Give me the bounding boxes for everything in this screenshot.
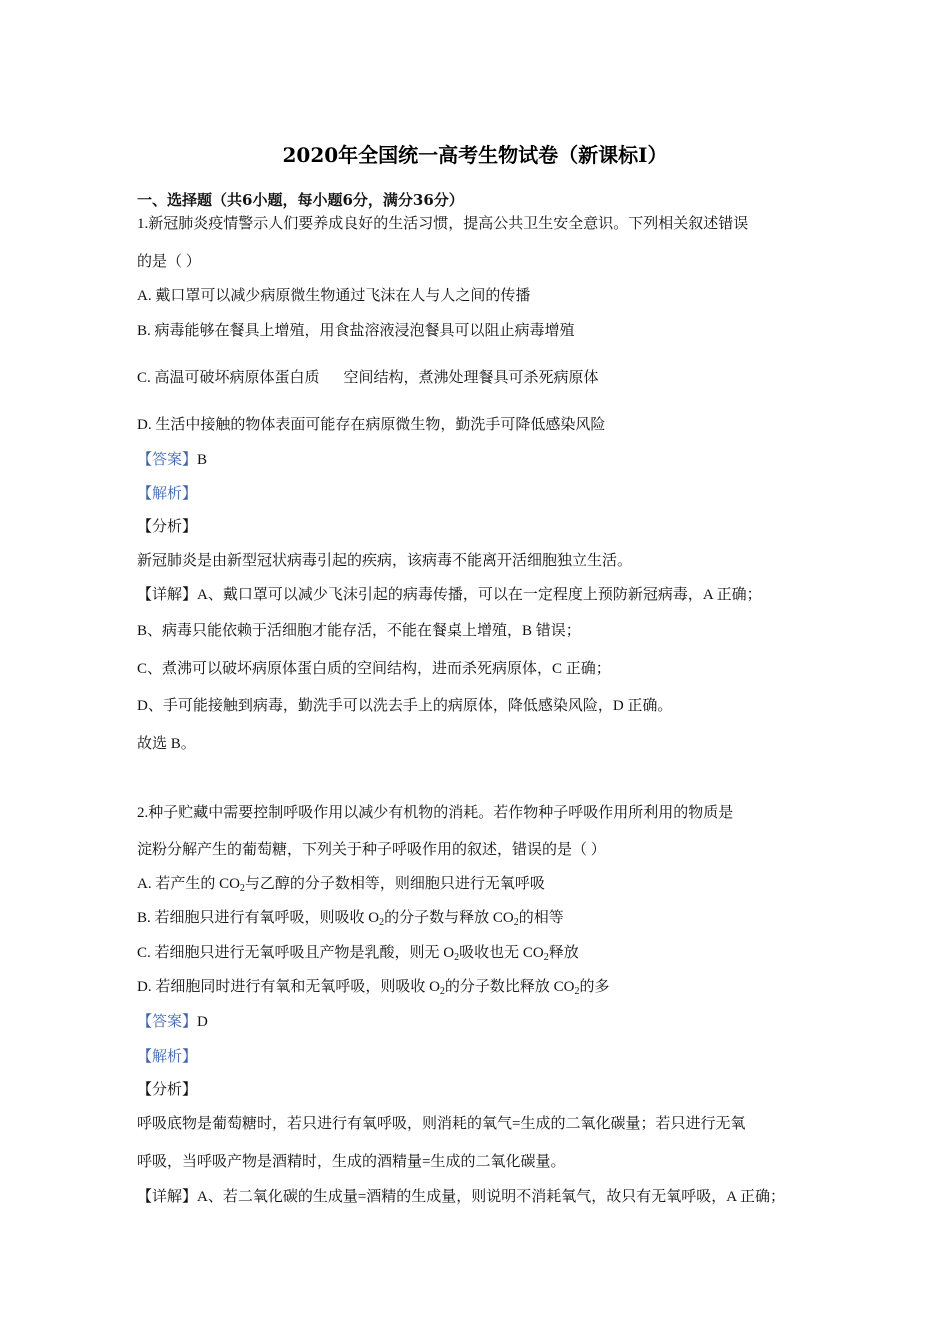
q2-option-d-sub1: 2 bbox=[439, 986, 445, 997]
q2-detail-line1: 【详解】A、若二氧化碳的生成量=酒精的生成量，则说明不消耗氧气，故只有无氧呼吸，A 正确； bbox=[137, 1189, 786, 1205]
q1-answer-label: 【答案】 bbox=[137, 452, 198, 468]
q2-option-a-text2: 与乙醇的分子数相等，则细胞只进行无氧呼吸 bbox=[244, 876, 545, 892]
q2-option-a bbox=[137, 874, 545, 894]
q1-fenxi-text: 新冠肺炎是由新型冠状病毒引起的疾病，该病毒不能离开活细胞独立生活。 bbox=[137, 553, 633, 569]
q2-stem-line2: 淀粉分解产生的葡萄糖，下列关于种子呼吸作用的叙述，错误的是（ ） bbox=[137, 842, 606, 858]
q2-answer bbox=[137, 1012, 208, 1032]
q2-option-d bbox=[137, 977, 610, 997]
q2-option-b-text3: 的相等 bbox=[518, 910, 564, 926]
q2-option-c-text3: 释放 bbox=[548, 945, 579, 961]
q2-option-d-text3: 的多 bbox=[579, 979, 610, 995]
q1-option-d: D. 生活中接触的物体表面可能存在病原微生物，勤洗手可降低感染风险 bbox=[137, 417, 606, 433]
q1-conclusion: 故选 B。 bbox=[137, 736, 196, 752]
q1-answer bbox=[137, 450, 207, 470]
q1-option-c bbox=[137, 368, 599, 388]
q2-fenxi-line2: 呼吸，当呼吸产物是酒精时，生成的酒精量=生成的二氧化碳量。 bbox=[137, 1154, 566, 1170]
q2-option-c-sub2: 2 bbox=[543, 952, 549, 963]
q2-answer-label: 【答案】 bbox=[137, 1014, 198, 1030]
q1-option-c-part2: 空间结构，煮沸处理餐具可杀死病原体 bbox=[343, 370, 599, 386]
q2-option-a-sub: 2 bbox=[239, 883, 245, 894]
exam-title: 2020年全国统一高考生物试卷（新课标Ⅰ） bbox=[282, 143, 668, 167]
q1-option-c-part1: C. 高温可破坏病原体蛋白质 bbox=[137, 370, 320, 386]
q1-option-a: A. 戴口罩可以减少病原微生物通过飞沫在人与人之间的传播 bbox=[137, 288, 531, 304]
q2-option-b-text2: 的分子数与释放 CO bbox=[384, 910, 514, 926]
q1-answer-value: B bbox=[197, 452, 208, 468]
q2-option-c-sub1: 2 bbox=[454, 952, 460, 963]
q2-option-d-text2: 的分子数比释放 CO bbox=[444, 979, 575, 995]
q1-detail-line3: C、煮沸可以破坏病原体蛋白质的空间结构，进而杀死病原体，C 正确； bbox=[137, 661, 611, 677]
q2-option-d-text1: D. 若细胞同时进行有氧和无氧呼吸，则吸收 O bbox=[137, 979, 440, 995]
section-heading: 一、选择题（共6小题，每小题6分，满分36分） bbox=[137, 191, 464, 209]
q2-option-b-sub1: 2 bbox=[379, 917, 385, 928]
q1-stem-line2: 的是（ ） bbox=[137, 254, 201, 270]
q2-option-c-text1: C. 若细胞只进行无氧呼吸且产物是乳酸，则无 O bbox=[137, 945, 455, 961]
q2-fenxi-label: 【分析】 bbox=[137, 1082, 198, 1098]
q2-option-b bbox=[137, 908, 564, 928]
q1-analysis-label: 【解析】 bbox=[137, 486, 198, 502]
q1-fenxi-label: 【分析】 bbox=[137, 519, 198, 535]
q1-detail-line1: 【详解】A、戴口罩可以减少飞沫引起的病毒传播，可以在一定程度上预防新冠病毒，A 正确； bbox=[137, 587, 762, 603]
q1-option-b: B. 病毒能够在餐具上增殖，用食盐溶液浸泡餐具可以阻止病毒增殖 bbox=[137, 323, 575, 339]
q2-option-b-sub2: 2 bbox=[513, 917, 519, 928]
q2-fenxi-line1: 呼吸底物是葡萄糖时，若只进行有氧呼吸，则消耗的氧气=生成的二氧化碳量；若只进行无氧 bbox=[137, 1116, 746, 1132]
q2-answer-value: D bbox=[197, 1014, 208, 1030]
q2-option-d-sub2: 2 bbox=[574, 986, 580, 997]
q2-stem-line1: 2.种子贮藏中需要控制呼吸作用以减少有机物的消耗。若作物种子呼吸作用所利用的物质是 bbox=[137, 805, 734, 821]
q1-stem-line1: 1.新冠肺炎疫情警示人们要养成良好的生活习惯，提高公共卫生安全意识。下列相关叙述错误 bbox=[137, 216, 749, 232]
q1-detail-line2: B、病毒只能依赖于活细胞才能存活，不能在餐桌上增殖，B 错误； bbox=[137, 623, 581, 639]
q2-option-c bbox=[137, 943, 579, 963]
q1-detail-line4: D、手可能接触到病毒，勤洗手可以洗去手上的病原体，降低感染风险，D 正确。 bbox=[137, 698, 673, 714]
q2-option-c-text2: 吸收也无 CO bbox=[459, 945, 544, 961]
q2-analysis-label: 【解析】 bbox=[137, 1049, 198, 1065]
q2-option-b-text1: B. 若细胞只进行有氧呼吸，则吸收 O bbox=[137, 910, 380, 926]
q2-option-a-text1: A. 若产生的 CO bbox=[137, 876, 240, 892]
